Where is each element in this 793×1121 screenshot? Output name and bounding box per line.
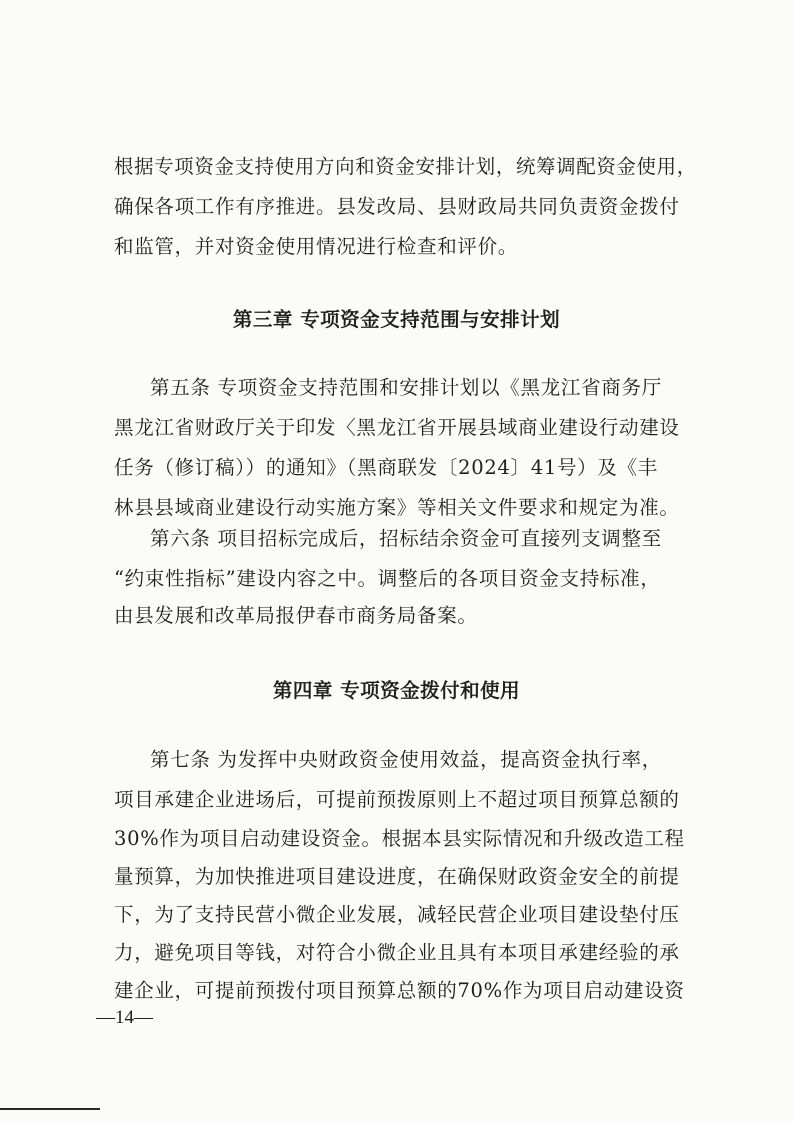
paragraph-line: 和监管，并对资金使用情况进行检查和评价。 <box>114 235 519 258</box>
paragraph-line: 根据专项资金支持使用方向和资金安排计划，统筹调配资金使用， <box>114 155 697 178</box>
article-7-line: 下，为了支持民营小微企业发展，减轻民营企业项目建设垫付压 <box>114 903 680 926</box>
article-6-line: 第六条 项目招标完成后，招标结余资金可直接列支调整至 <box>150 527 662 550</box>
article-5-line: 林县县域商业建设行动实施方案》等相关文件要求和规定为准。 <box>114 496 680 519</box>
article-5-line: 任务（修订稿））的通知》（黑商联发〔2024〕41号）及《丰 <box>114 456 658 479</box>
scan-edge-mark <box>0 1108 100 1110</box>
article-7-line: 项目承建企业进场后，可提前预拨原则上不超过项目预算总额的 <box>114 788 680 811</box>
article-7-line: 力，避免项目等钱，对符合小微企业且具有本项目承建经验的承 <box>114 941 680 964</box>
paragraph-line: 确保各项工作有序推进。县发改局、县财政局共同负责资金拨付 <box>114 195 680 218</box>
article-6-line: 由县发展和改革局报伊春市商务局备案。 <box>114 604 478 627</box>
article-7-line: 第七条 为发挥中央财政资金使用效益，提高资金执行率， <box>150 748 662 771</box>
page-number: —14— <box>96 1007 153 1028</box>
chapter-3-heading: 第三章 专项资金支持范围与安排计划 <box>232 308 561 331</box>
article-7-line: 建企业，可提前预拨付项目预算总额的70%作为项目启动建设资 <box>114 979 685 1002</box>
article-5-line: 黑龙江省财政厅关于印发〈黑龙江省开展县域商业建设行动建设 <box>114 416 680 439</box>
article-6-line: “约束性指标”建设内容之中。调整后的各项目资金支持标准， <box>114 567 661 590</box>
article-5-line: 第五条 专项资金支持范围和安排计划以《黑龙江省商务厅 <box>150 376 662 399</box>
article-7-line: 量预算，为加快推进项目建设进度，在确保财政资金安全的前提 <box>114 865 680 888</box>
article-7-line: 30%作为项目启动建设资金。根据本县实际情况和升级改造工程 <box>114 827 685 850</box>
chapter-4-heading: 第四章 专项资金拨付和使用 <box>272 679 521 702</box>
